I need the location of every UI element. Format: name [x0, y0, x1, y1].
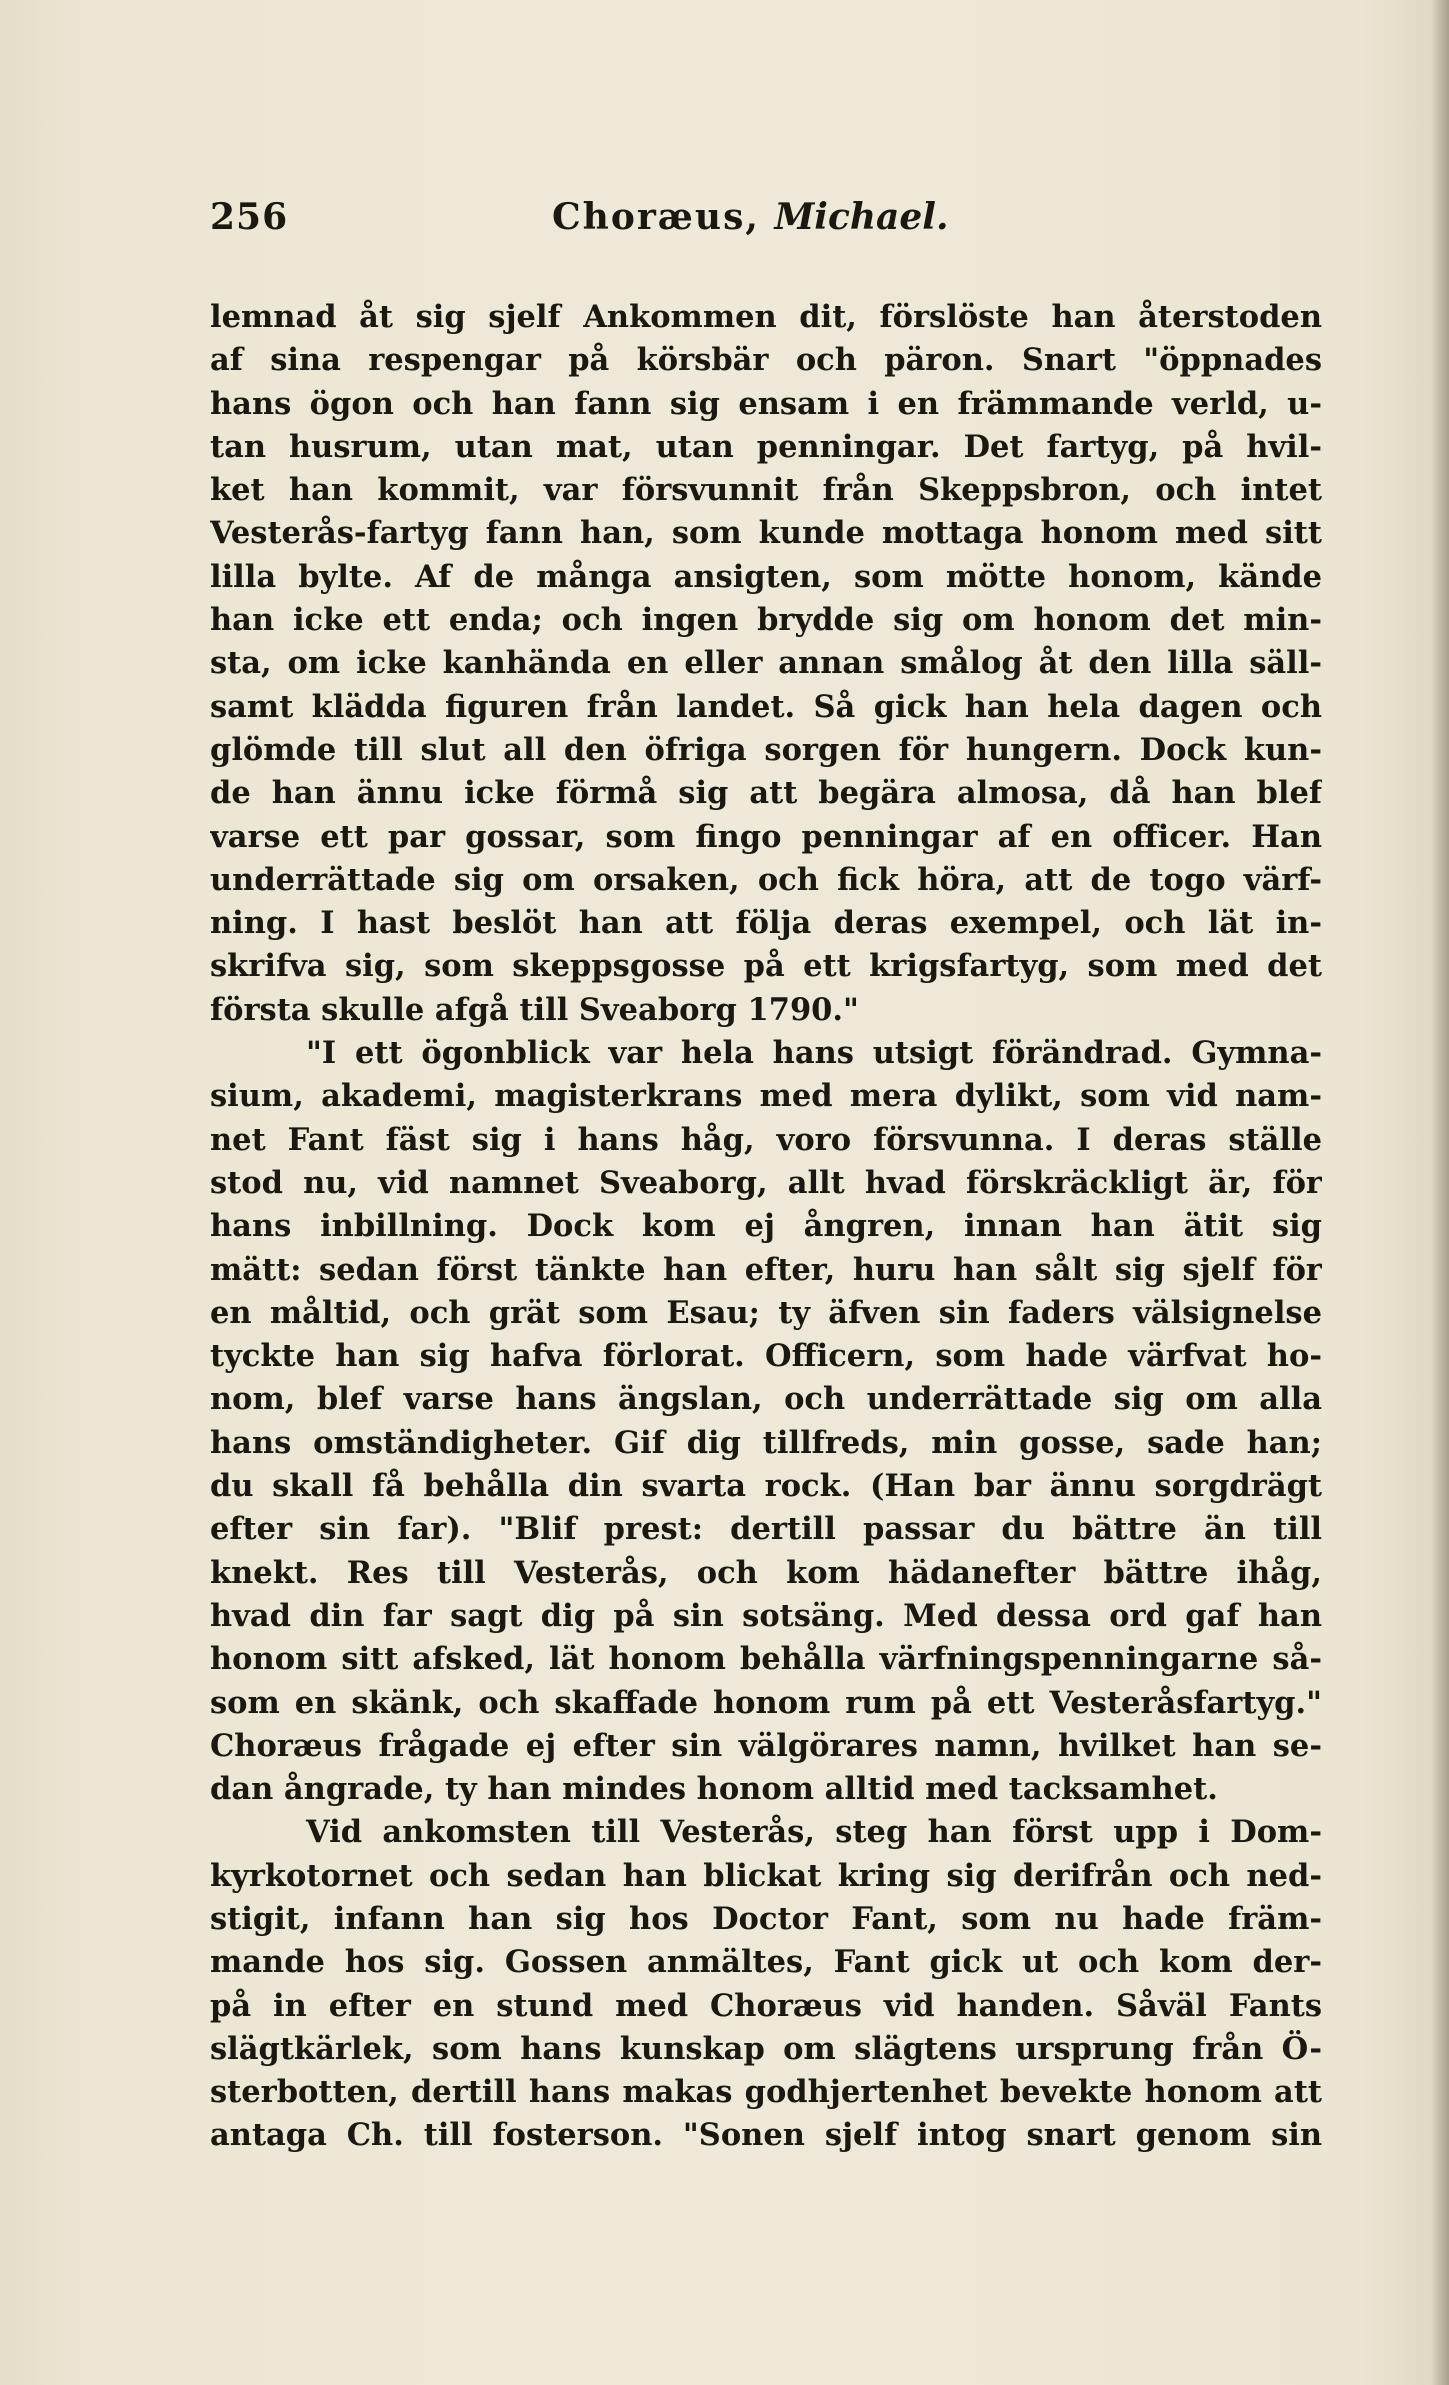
text-line: mätt: sedan först tänkte han efter, huru han sålt sig sjelf för [210, 1251, 1322, 1288]
text-line: af sina respengar på körsbär och päron. Snart "öppnades [210, 342, 1322, 379]
text-line: efter sin far). "Blif prest: dertill passar du bättre än till [210, 1511, 1322, 1548]
text-line: knekt. Res till Vesterås, och kom hädanefter bättre ihåg, [210, 1554, 1322, 1591]
text-line: hans ögon och han fann sig ensam i en främmande verld, u- [210, 385, 1322, 422]
text-line: kyrkotornet och sedan han blickat kring sig derifrån och ned- [210, 1857, 1322, 1894]
text-line: sium, akademi, magisterkrans med mera dylikt, som vid nam- [210, 1078, 1322, 1115]
text-line: skrifva sig, som skeppsgosse på ett krigsfartyg, som med det [210, 948, 1322, 985]
text-line: nom, blef varse hans ängslan, och underrättade sig om alla [210, 1381, 1322, 1418]
running-head-surname: Choræus, [552, 196, 760, 238]
text-line: tyckte han sig hafva förlorat. Officern, som hade värfvat ho- [210, 1338, 1322, 1375]
text-line: "I ett ögonblick var hela hans utsigt förändrad. Gymna- [306, 1035, 1322, 1072]
text-line: Vid ankomsten till Vesterås, steg han först upp i Dom- [306, 1814, 1322, 1851]
page-number: 256 [210, 196, 289, 238]
text-line: du skall få behålla din svarta rock. (Han bar ännu sorgdrägt [210, 1468, 1322, 1505]
text-line: Vesterås-fartyg fann han, som kunde mottaga honom med sitt [210, 515, 1322, 552]
text-line: på in efter en stund med Choræus vid handen. Såväl Fants [210, 1987, 1322, 2024]
running-head-given-name: Michael. [774, 196, 949, 238]
text-line: glömde till slut all den öfriga sorgen för hungern. Dock kun- [210, 731, 1322, 768]
text-line: sterbotten, dertill hans makas godhjertenhet bevekte honom att [210, 2074, 1322, 2111]
text-line: samt klädda figuren från landet. Så gick han hela dagen och [210, 688, 1322, 725]
text-line: lilla bylte. Af de många ansigten, som mötte honom, kände [210, 558, 1322, 595]
text-line: ket han kommit, var försvunnit från Skeppsbron, och intet [210, 472, 1322, 509]
text-line: underrättade sig om orsaken, och fick höra, att de togo värf- [210, 861, 1322, 898]
text-line: de han ännu icke förmå sig att begära almosa, då han blef [210, 775, 1322, 812]
text-line: Choræus frågade ej efter sin välgörares namn, hvilket han se- [210, 1727, 1322, 1764]
text-line: första skulle afgå till Sveaborg 1790." [210, 991, 859, 1028]
text-line: sta, om icke kanhända en eller annan smålog åt den lilla säll- [210, 645, 1322, 682]
body-text [210, 296, 1322, 2158]
page-header [210, 196, 1320, 256]
text-line: han icke ett enda; och ingen brydde sig om honom det min- [210, 602, 1322, 639]
text-line: hvad din far sagt dig på sin sotsäng. Med dessa ord gaf han [210, 1597, 1322, 1634]
text-line: tan husrum, utan mat, utan penningar. Det fartyg, på hvil- [210, 428, 1322, 465]
text-line: slägtkärlek, som hans kunskap om slägtens ursprung från Ö- [210, 2030, 1322, 2067]
text-line: stod nu, vid namnet Sveaborg, allt hvad förskräckligt är, för [210, 1164, 1322, 1201]
text-line: som en skänk, och skaffade honom rum på ett Vesteråsfartyg." [210, 1684, 1322, 1721]
text-line: dan ångrade, ty han mindes honom alltid med tacksamhet. [210, 1771, 1218, 1808]
text-line: mande hos sig. Gossen anmältes, Fant gick ut och kom der- [210, 1944, 1322, 1981]
text-line: honom sitt afsked, lät honom behålla värfningspenningarne så- [210, 1641, 1322, 1678]
text-line: ning. I hast beslöt han att följa deras exempel, och lät in- [210, 905, 1322, 942]
text-line: net Fant fäst sig i hans håg, voro försvunna. I deras ställe [210, 1121, 1322, 1158]
text-line: varse ett par gossar, som fingo penningar af en officer. Han [210, 818, 1322, 855]
text-line: stigit, infann han sig hos Doctor Fant, som nu hade främ- [210, 1900, 1322, 1937]
page-edge-shadow [1431, 0, 1449, 2385]
text-line: hans omständigheter. Gif dig tillfreds, min gosse, sade han; [210, 1424, 1322, 1461]
text-line: lemnad åt sig sjelf Ankommen dit, förslöste han återstoden [210, 299, 1322, 335]
running-head [552, 196, 949, 238]
text-line: antaga Ch. till fosterson. "Sonen sjelf intog snart genom sin [210, 2117, 1322, 2154]
text-line: hans inbillning. Dock kom ej ångren, innan han ätit sig [210, 1208, 1322, 1245]
text-line: en måltid, och grät som Esau; ty äfven sin faders välsignelse [210, 1294, 1322, 1331]
